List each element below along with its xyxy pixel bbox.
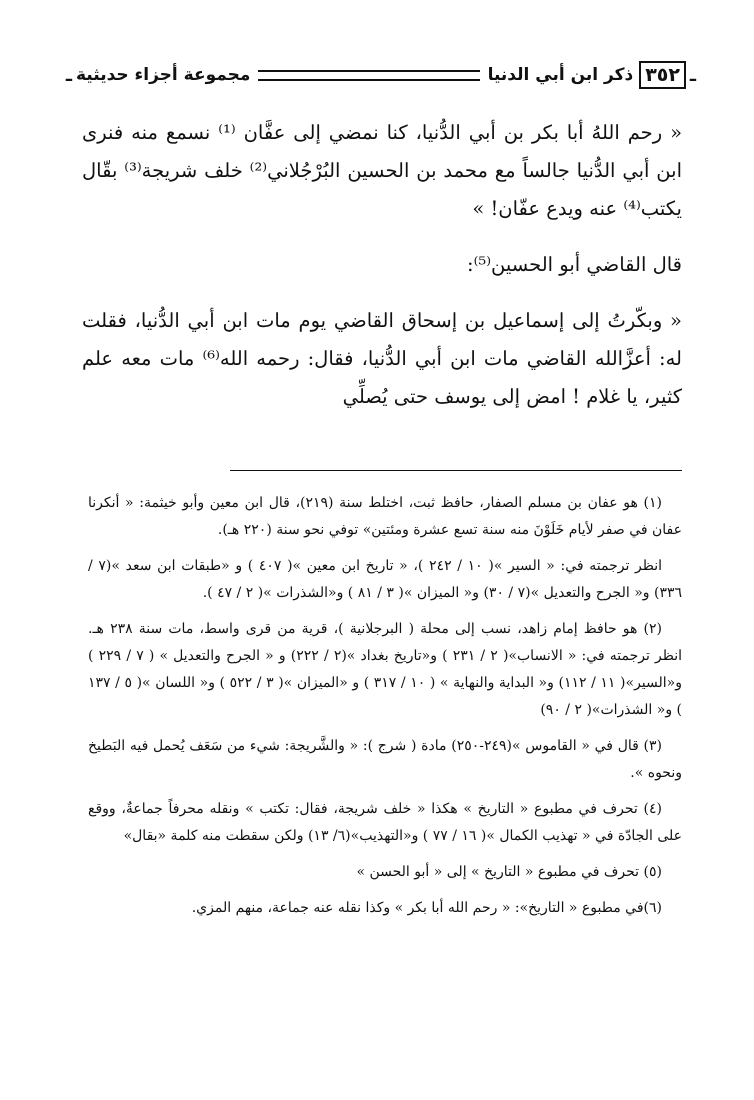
footnote-separator xyxy=(230,470,682,471)
footnote-6: (٦)في مطبوع « التاريخ»: « رحم الله أبا بكر » وكذا نقله عنه جماعة، منهم المزي. xyxy=(191,900,662,916)
main-paragraph-3: « وبكّرتُ إلى إسماعيل بن إسحاق القاضي يوم مات ابن أبي الدُّنيا، فقلت له: أعزَّالله القاضي مات ابن أبي الدُّنيا، فقال: رحمه الله⁽⁶⁾ مات معه علم كثير، يا غلام ! امض إلى يوسف حتى يُصلِّي xyxy=(82,309,682,408)
page-number: ٣٥٢ xyxy=(639,61,686,89)
main-text xyxy=(82,114,682,416)
footnote-1-references: انظر ترجمته في: « السير »( ١٠ / ٢٤٢ )، « تاريخ ابن معين »( ٤٠٧ ) و «طبقات ابن سعد »(٧ / ٣٣٦) و« الجرح والتعديل »(٧ / ٣٠) و« الميزان »( ٣ / ٨١ ) و«الشذرات »( ٢ / ٤٧ ). xyxy=(88,558,682,601)
footnote-4: (٤) تحرف في مطبوع « التاريخ » هكذا « خلف شريجة، فقال: تكتب » ونقله محرفاً جماعةٌ، ووقع على الجادّة في « تهذيب الكمال »( ١٦ / ٧٧ ) و«التهذيب»(٦/ ١٣) ولكن سقطت منه كلمة «بقال» xyxy=(88,801,682,844)
header-rule xyxy=(258,70,479,81)
header-right-title: مجموعة أجزاء حديثية xyxy=(76,65,251,85)
footnote-5: (٥) تحرف في مطبوع « التاريخ » إلى « أبو الحسن » xyxy=(356,864,662,880)
main-paragraph-1: « رحم اللهُ أبا بكر بن أبي الدُّنيا، كنا نمضي إلى عفَّان ⁽¹⁾ نسمع منه فنرى ابن أبي الدُّنيا جالساً مع محمد بن الحسين البُرْجُلاني⁽²⁾ خلف شريجة⁽³⁾ بقّال يكتب⁽⁴⁾ عنه ويدع عفّان! » xyxy=(82,121,682,220)
footnote-1: (١) هو عفان بن مسلم الصفار، حافظ ثبت، اختلط سنة (٢١٩)، قال ابن معين وأبو خيثمة: « أنكرنا عفان في صفر لأيام خَلَوْنَ منه سنة تسع عشرة ومئتين» توفي نحو سنة (٢٢٠ هـ). xyxy=(88,495,682,538)
running-header xyxy=(62,60,700,90)
footnote-2: (٢) هو حافظ إمام زاهد، نسب إلى محلة ( البرجلانية )، قرية من قرى واسط، مات سنة ٢٣٨ هـ. انظر ترجمته في: « الانساب»( ٢ / ٢٣١ ) و«تاريخ بغداد »(٢ / ٢٢٢) و « الجرح والتعديل » ( ٧ / ٢٢٩ ) و«السير»( ١١ / ١١٢) و« البداية والنهاية » ( ١٠ / ٣١٧ ) و «الميزان »( ٣ / ٥٢٢ ) و« اللسان »( ٥ / ١٣٧ ) و« الشذرات»( ٢ / ٩٠) xyxy=(88,621,683,718)
header-end-mark-left: ـ xyxy=(65,64,73,86)
header-left-title: ذكر ابن أبي الدنيا xyxy=(487,65,634,85)
footnotes xyxy=(88,490,682,931)
main-paragraph-2: قال القاضي أبو الحسين⁽⁵⁾: xyxy=(467,253,682,276)
footnote-3: (٣) قال في « القاموس »(٢٤٩-٢٥٠) مادة ( شرج ): « والشَّريجة: شيء من سَعَف يُحمل فيه البَطيخ ونحوه ». xyxy=(88,738,682,781)
header-end-mark-right: ـ xyxy=(689,64,697,86)
